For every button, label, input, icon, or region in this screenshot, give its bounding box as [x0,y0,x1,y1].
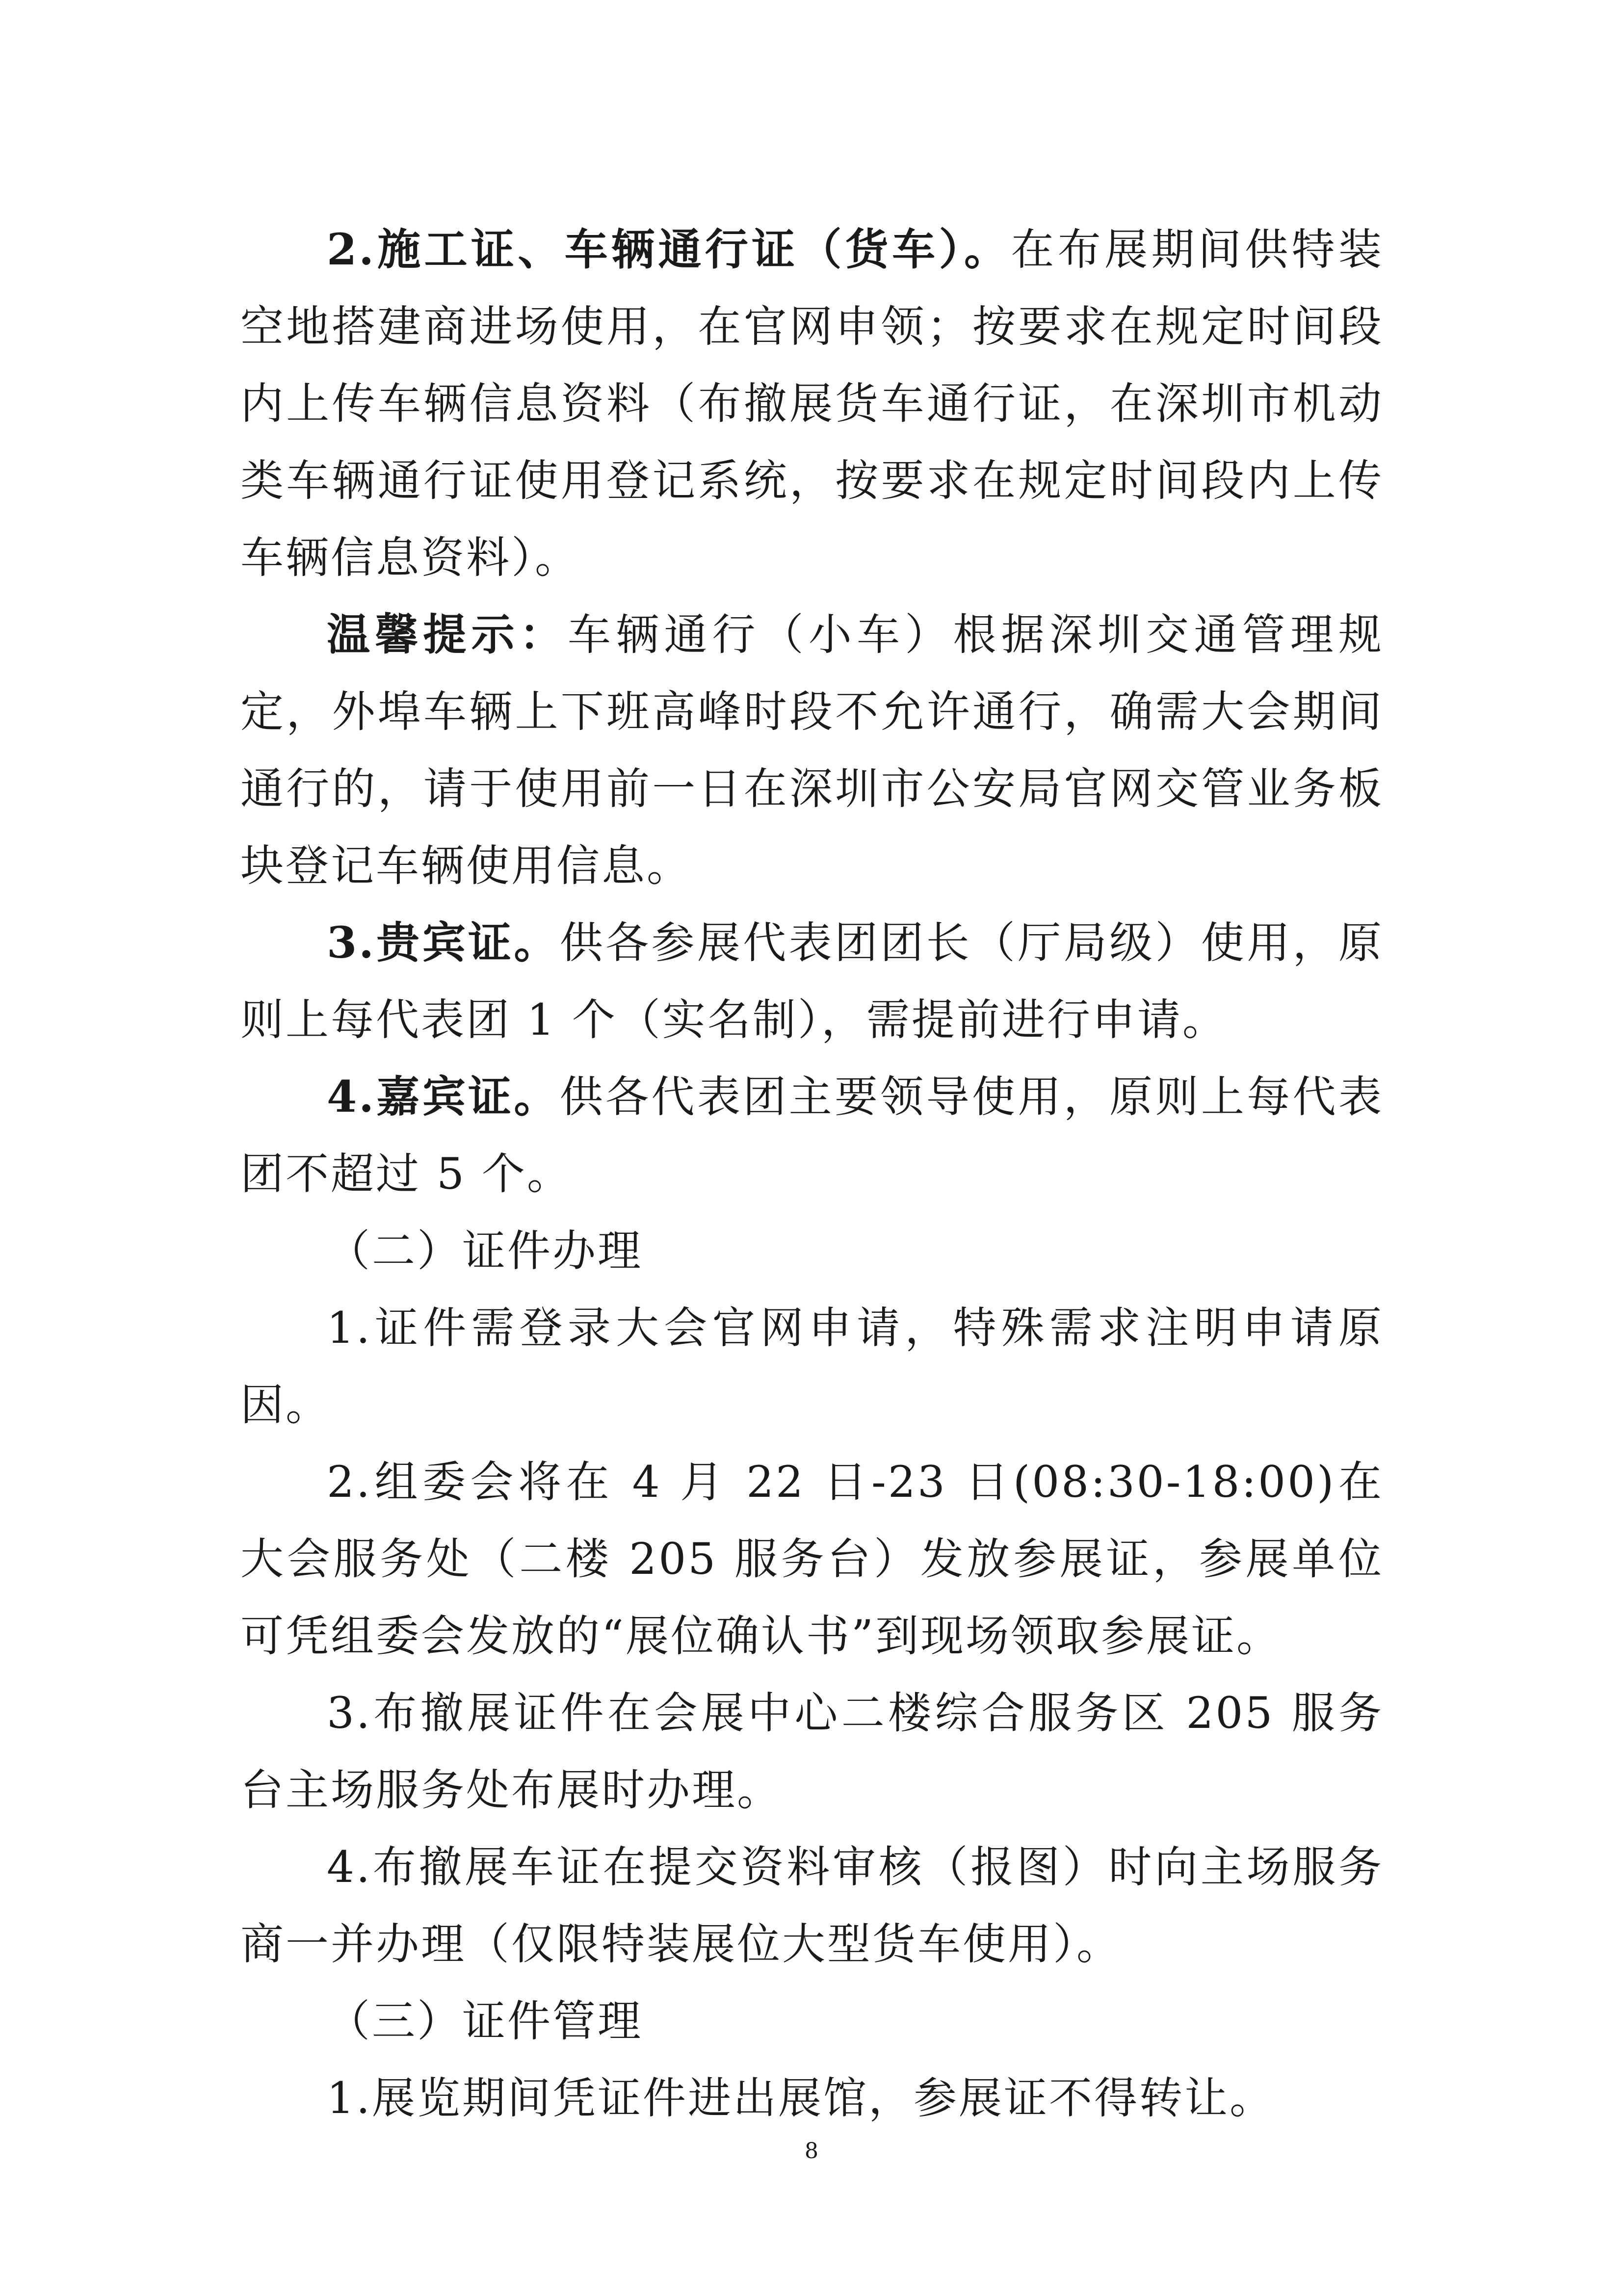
paragraph-text: （三）证件管理 [327,1996,643,2046]
paragraph-reminder [240,596,1384,904]
paragraph-lead: 3.贵宾证。 [327,917,560,968]
paragraph-guest-pass [240,1058,1384,1212]
paragraph-text: 车辆通行（小车）根据深圳交通管理规定，外埠车辆上下班高峰时段不允许通行，确需大会期间通行的，请于使用前一日在深圳市公安局官网交管业务板块登记车辆使用信息。 [240,609,1384,891]
paragraph-processing-3 [240,1674,1384,1828]
paragraph-text: 1.展览期间凭证件进出展馆，参展证不得转让。 [327,2073,1275,2123]
paragraph-processing-1 [240,1289,1384,1443]
paragraph-text: 4.布撤展车证在提交资料审核（报图）时向主场服务商一并办理（仅限特装展位大型货车使用）。 [240,1842,1384,1969]
paragraph-text: 供各代表团主要领导使用，原则上每代表团不超过 5 个。 [240,1071,1384,1199]
paragraph-text: 供各参展代表团团长（厅局级）使用，原则上每代表团 1 个（实名制），需提前进行申请。 [240,917,1384,1045]
paragraph-vip-pass [240,904,1384,1058]
paragraph-text: 1.证件需登录大会官网申请，特殊需求注明申请原因。 [240,1303,1384,1430]
paragraph-text: （二）证件办理 [327,1226,643,1276]
paragraph-processing-4 [240,1828,1384,1983]
paragraph-lead: 2.施工证、车辆通行证（货车）。 [327,224,1011,275]
paragraph-management-1 [240,2060,1384,2137]
paragraph-lead: 4.嘉宾证。 [327,1071,560,1122]
paragraph-text: 3.布撤展证件在会展中心二楼综合服务区 205 服务台主场服务处布展时办理。 [240,1688,1384,1815]
paragraph-processing-2 [240,1443,1384,1674]
paragraph-text: 在布展期间供特装空地搭建商进场使用，在官网申领；按要求在规定时间段内上传车辆信息资料（布撤展货车通行证，在深圳市机动类车辆通行证使用登记系统，按要求在规定时间段内上传车辆信息资料）。 [240,224,1384,583]
section-heading-pass-processing [240,1212,1384,1289]
paragraph-lead: 温馨提示： [327,609,568,660]
paragraph-text: 2.组委会将在 4 月 22 日-23 日(08:30-18:00)在大会服务处（二楼 205 服务台）发放参展证，参展单位可凭组委会发放的“展位确认书”到现场领取参展证。 [240,1457,1384,1661]
page-number: 8 [805,2139,818,2164]
section-heading-pass-management [240,1983,1384,2060]
body-text [240,211,1384,2137]
paragraph-construction-pass [240,211,1384,596]
